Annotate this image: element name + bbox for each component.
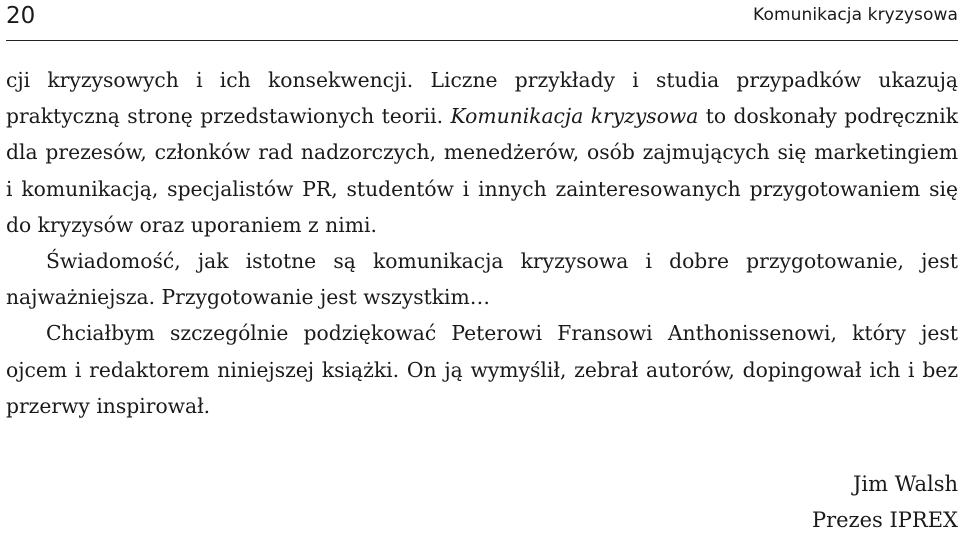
signature-block bbox=[812, 466, 958, 538]
paragraph-1-end: to doskonały podręcznik dla prezesów, członków rad nadzorczych, menedżerów, osób zajmujących się marketingiem i komunikacją, specjalistów PR, studentów i innych zainteresowanych przygotowaniem się do kryzysów oraz uporaniem z nimi. bbox=[6, 104, 958, 237]
paragraph-2: Świadomość, jak istotne są komunikacja kryzysowa i dobre przygotowanie, jest najważniejsza. Przygotowanie jest wszystkim… bbox=[6, 249, 958, 310]
page-number: 20 bbox=[6, 3, 36, 29]
document-page bbox=[6, 0, 958, 534]
book-title: Komunikacja kryzysowa bbox=[450, 104, 699, 129]
paragraph-3: Chciałbym szczególnie podziękować Peterowi Fransowi Anthonissenowi, który jest ojcem i redaktorem niniejszej książki. On ją wymyślił, zebrał autorów, dopingował ich i bez przerwy inspirował. bbox=[6, 321, 958, 418]
paragraph-1-start: cji kryzysowych i ich konsekwencji. Liczne przykłady i studia przypadków ukazują praktyczną stronę przedstawionych teorii. bbox=[6, 68, 958, 129]
page-header bbox=[6, 0, 958, 41]
running-title: Komunikacja kryzysowa bbox=[753, 5, 958, 25]
body-text bbox=[6, 62, 958, 424]
paragraph-1 bbox=[6, 62, 958, 243]
signature-title: Prezes IPREX bbox=[811, 508, 958, 532]
signature-name: Jim Walsh bbox=[852, 472, 958, 496]
